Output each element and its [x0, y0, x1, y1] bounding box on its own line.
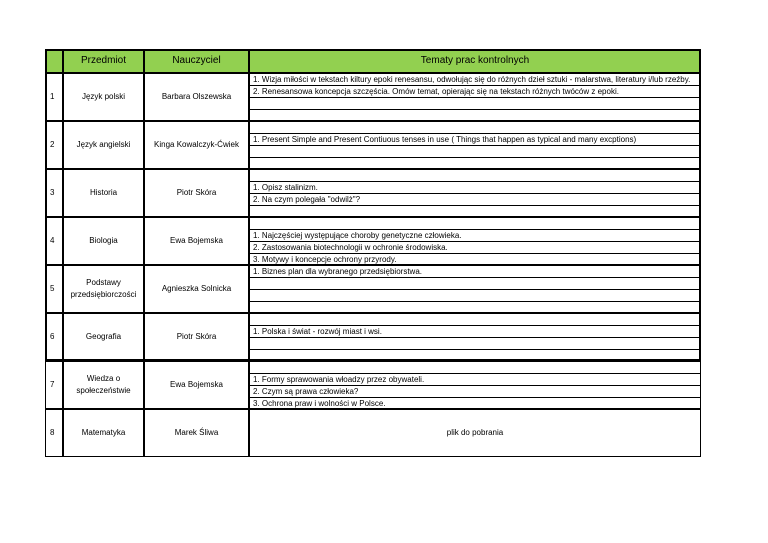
- topic-line[interactable]: [250, 158, 700, 169]
- topic-line[interactable]: 1. Opisz stalinizm.: [250, 182, 700, 194]
- topic-line[interactable]: [250, 122, 700, 134]
- teacher-cell-text: Piotr Skóra: [176, 188, 217, 197]
- row-number: [45, 217, 63, 265]
- spreadsheet-table: [45, 49, 701, 437]
- topic-line[interactable]: [250, 350, 700, 361]
- teacher-cell[interactable]: [144, 73, 249, 121]
- topic-line[interactable]: 1. Present Simple and Present Contiuous tenses in use ( Things that happen as typical and many excptions): [250, 134, 700, 146]
- row-number: [45, 265, 63, 313]
- header-teacher: [144, 49, 249, 73]
- header-subject: [63, 49, 144, 73]
- topic-line[interactable]: 2. Zastosowania biotechnologii w ochronie środowiska.: [250, 242, 700, 254]
- subject-cell[interactable]: [63, 361, 144, 409]
- header-topics-text: Tematy prac kontrolnych: [420, 55, 530, 66]
- header-subject-text: Przedmiot: [80, 55, 126, 66]
- subject-cell-text: Geografia: [85, 332, 122, 341]
- subject-cell[interactable]: [63, 313, 144, 361]
- subject-cell[interactable]: [63, 409, 144, 457]
- subject-cell-text: Język polski: [81, 92, 126, 101]
- row-number-text: 1: [50, 92, 55, 101]
- teacher-cell-text: Ewa Bojemska: [170, 380, 223, 389]
- topic-line[interactable]: 1. Formy sprawowania włoadzy przez obywateli.: [250, 374, 700, 386]
- topic-line[interactable]: [250, 110, 700, 121]
- teacher-cell[interactable]: [144, 265, 249, 313]
- download-link[interactable]: plik do pobrania: [446, 428, 504, 437]
- row-number: [45, 121, 63, 169]
- topics-cell[interactable]: [249, 409, 701, 457]
- row-number: [45, 313, 63, 361]
- topic-line[interactable]: [250, 170, 700, 182]
- header-topics: [249, 49, 701, 73]
- teacher-cell[interactable]: [144, 169, 249, 217]
- subject-cell-text: Matematyka: [81, 428, 126, 437]
- topic-line[interactable]: 1. Polska i świat - rozwój miast i wsi.: [250, 326, 700, 338]
- teacher-cell[interactable]: [144, 217, 249, 265]
- topic-line[interactable]: 1. Biznes plan dla wybranego przedsiębiorstwa.: [250, 266, 700, 278]
- topic-line[interactable]: 3. Motywy i koncepcje ochrony przyrody.: [253, 255, 397, 264]
- row-number-text: 6: [50, 332, 55, 341]
- row-number-text: 4: [50, 236, 55, 245]
- subject-cell[interactable]: [63, 217, 144, 265]
- row-number-text: 3: [50, 188, 55, 197]
- topic-line[interactable]: [250, 290, 700, 302]
- row-number-text: 2: [50, 140, 55, 149]
- teacher-cell-text: Agnieszka Solnicka: [161, 284, 232, 293]
- topics-cell[interactable]: [249, 265, 701, 313]
- topics-cell[interactable]: [249, 217, 701, 265]
- header-blank: [45, 49, 63, 73]
- row-number: [45, 73, 63, 121]
- row-number-text: 7: [50, 380, 55, 389]
- topic-line[interactable]: 2. Czym są prawa człowieka?: [250, 386, 700, 398]
- topic-line[interactable]: [250, 302, 700, 313]
- teacher-cell-text: Kinga Kowalczyk-Ćwiek: [154, 140, 239, 149]
- header-teacher-text: Nauczyciel: [172, 55, 221, 66]
- row-number-text: 5: [50, 284, 55, 293]
- row-number: [45, 361, 63, 409]
- topic-line[interactable]: 2. Renesansowa koncepcja szczęścia. Omów temat, opierając się na tekstach różnych twóców z epoki.: [250, 86, 700, 98]
- teacher-cell[interactable]: [144, 313, 249, 361]
- subject-cell-text: Język angielski: [76, 140, 131, 149]
- topic-line[interactable]: [250, 146, 700, 158]
- teacher-cell[interactable]: [144, 121, 249, 169]
- teacher-cell[interactable]: [144, 361, 249, 409]
- topics-cell[interactable]: [249, 73, 701, 121]
- teacher-cell-text: Marek Śliwa: [174, 428, 219, 437]
- row-number: [45, 169, 63, 217]
- teacher-cell-text: Piotr Skóra: [176, 332, 217, 341]
- subject-cell-text: Historia: [89, 188, 118, 197]
- subject-cell-text: Podstawy przedsiębiorczości: [70, 278, 137, 299]
- teacher-cell-text: Barbara Olszewska: [161, 92, 232, 101]
- topics-cell[interactable]: [249, 169, 701, 217]
- row-number-text: 8: [50, 428, 55, 437]
- teacher-cell[interactable]: [144, 409, 249, 457]
- topic-line[interactable]: 1. Najczęściej występujące choroby genetyczne człowieka.: [250, 230, 700, 242]
- row-number: [45, 409, 63, 457]
- subject-cell-text: Wiedza o społeczeństwie: [76, 374, 131, 395]
- topic-line[interactable]: [250, 206, 700, 217]
- subject-cell[interactable]: [63, 73, 144, 121]
- topics-cell[interactable]: [249, 121, 701, 169]
- subject-cell[interactable]: [63, 121, 144, 169]
- topic-line[interactable]: [250, 278, 700, 290]
- topic-line[interactable]: 2. Na czym polegała "odwilż"?: [250, 194, 700, 206]
- topic-line[interactable]: [250, 314, 700, 326]
- subject-cell[interactable]: [63, 265, 144, 313]
- topic-line[interactable]: [250, 218, 700, 230]
- subject-cell-text: Biologia: [89, 236, 118, 245]
- topics-cell[interactable]: [249, 361, 701, 409]
- subject-cell[interactable]: [63, 169, 144, 217]
- topic-line[interactable]: [250, 362, 700, 374]
- topic-line[interactable]: [250, 338, 700, 350]
- topics-cell[interactable]: [249, 313, 701, 361]
- topic-line[interactable]: 1. Wizja miłości w tekstach kiltury epoki renesansu, odwołując się do różnych dzieł sztuki - malarstwa, literatury i/lub rzeźby.: [250, 74, 700, 86]
- topic-line[interactable]: 3. Ochrona praw i wolności w Polsce.: [253, 399, 386, 408]
- topic-line[interactable]: [250, 98, 700, 110]
- teacher-cell-text: Ewa Bojemska: [170, 236, 223, 245]
